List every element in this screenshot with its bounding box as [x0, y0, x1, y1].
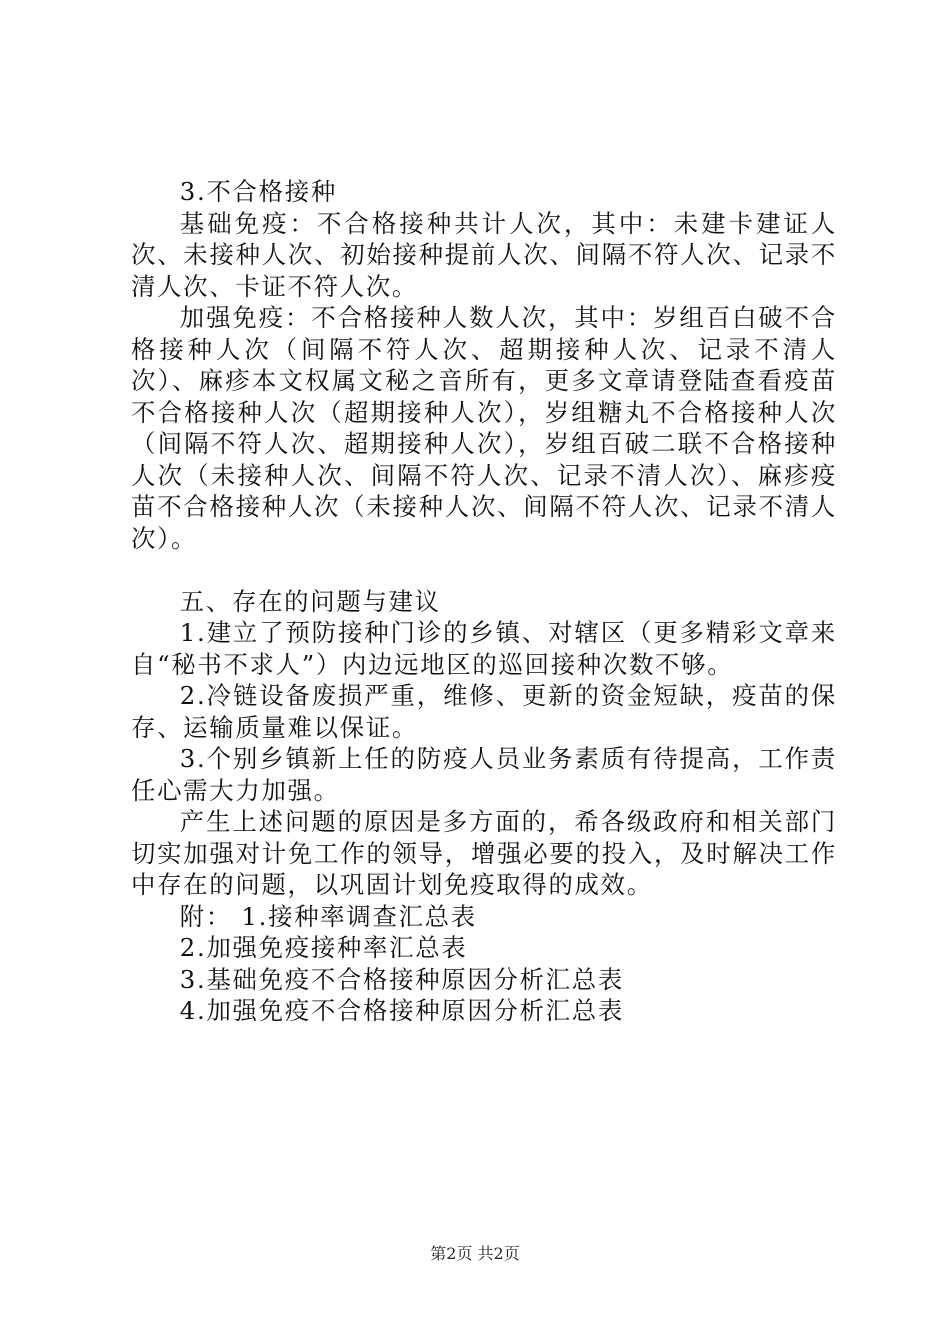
attachment-item-2: 2.加强免疫接种率汇总表: [179, 933, 468, 962]
attachment-item-3: 3.基础免疫不合格接种原因分析汇总表: [179, 964, 624, 994]
attachment-item-1: 附： 1.接种率调查汇总表: [179, 901, 477, 931]
paragraph-problem-1: 1.建立了预防接种门诊的乡镇、对辖区（更多精彩文章来自“秘书不求人”）内边远地区的巡回接种次数不够。: [131, 618, 837, 679]
paragraph-booster-immunization: 加强免疫：不合格接种人数人次，其中：岁组百白破不合格接种人次（间隔不符人次、超期接种人次、记录不清人次）、麻疹本文权属文秘之音所有，更多文章请登陆查看疫苗不合格接种人次（超期接种人次），岁组糖丸不合格接种人次（间隔不符人次、超期接种人次），岁组百破二联不合格接种人次（未接种人次、间隔不符人次、记录不清人次）、麻疹疫苗不合格接种人次（未接种人次、间隔不符人次、记录不清人次）。: [131, 303, 837, 553]
paragraph-problem-3: 3.个别乡镇新上任的防疫人员业务素质有待提高，工作责任心需大力加强。: [131, 744, 837, 805]
page-footer: 第2页 共2页: [430, 1244, 520, 1263]
paragraph-conclusion: 产生上述问题的原因是多方面的，希各级政府和相关部门切实加强对计免工作的领导，增强必要的投入，及时解决工作中存在的问题，以巩固计划免疫取得的成效。: [131, 807, 837, 899]
section-heading-problems-suggestions: 五、存在的问题与建议: [179, 586, 441, 616]
paragraph-basic-immunization: 基础免疫：不合格接种共计人次，其中：未建卡建证人次、未接种人次、初始接种提前人次、间隔不符人次、记录不清人次、卡证不符人次。: [131, 208, 837, 301]
paragraph-spacer: [131, 554, 837, 586]
document-body: [131, 176, 837, 1027]
paragraph-problem-2: 2.冷链设备废损严重，维修、更新的资金短缺，疫苗的保存、运输质量难以保证。: [131, 681, 837, 742]
attachment-item-4: 4.加强免疫不合格接种原因分析汇总表: [179, 996, 624, 1025]
section-heading-unqualified-vaccination: 3.不合格接种: [179, 177, 337, 206]
